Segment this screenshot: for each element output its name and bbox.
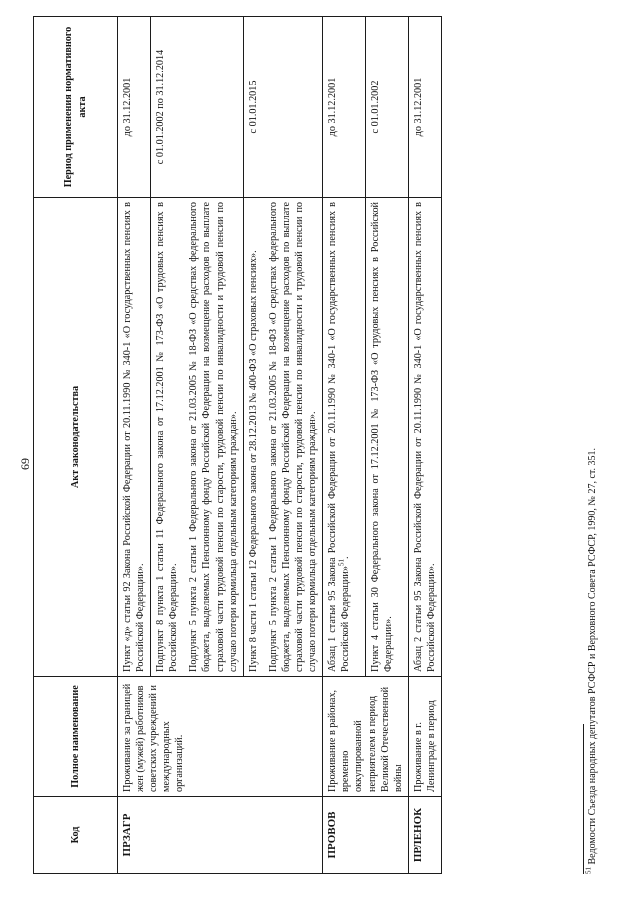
row-full-name: Проживание за границей жен (мужей) работников советских учреждений и международных организаций. [118,677,323,797]
header-row [34,17,118,874]
table-row [408,17,441,874]
table-row [118,17,151,874]
act-text: Пункт 4 статьи 30 Федерального закона от 17.12.2001 № 173-ФЗ «О трудовых пенсиях в Российской Федерации». [370,202,395,672]
act-text: Подпункт 5 пункта 2 статьи 1 Федерального закона от 21.03.2005 № 18-ФЗ «О средствах федерального бюджета, выделяемых Пенсионному фонду Российской Федерации на возмещение расходов по выплате страховой части трудовой пенсии по старости, трудовой пенсии по инвалидности и трудовой пенсии по случаю потери кормильца отдельным категориям граждан». [188,202,239,672]
row-code: ПРЛЕНОК [408,797,441,874]
footnote-text: Ведомости Съезда народных депутатов РСФСР и Верховного Совета РСФСР, 1990, № 27, ст. 351. [587,447,598,865]
footnote [584,447,598,874]
act-cell [366,198,409,677]
footnote-ref: 51 [337,559,346,567]
period-cell: с 01.01.2002 по 31.12.2014 [151,17,244,198]
header-full-name: Полное наименование [34,677,118,797]
act-text-body: Абзац 1 статьи 95 Закона Российской Федерации от 20.11.1990 № 340-1 «О государственных пенсиях в Российской Федерации» [327,202,352,672]
header-code: Код [34,797,118,874]
header-period: Период применения нормативного акта [34,17,118,198]
act-cell [323,198,366,677]
page-number: 69 [18,458,32,470]
act-cell [151,198,244,677]
act-text: Абзац 2 статьи 95 Закона Российской Федерации от 20.11.1990 № 340-1 «О государственных пенсиях в Российской Федерации». [412,202,437,672]
act-cell [118,198,151,677]
table-row [323,17,366,874]
act-text: Абзац 1 статьи 95 Закона Российской Федерации от 20.11.1990 № 340-1 «О государственных пенсиях в Российской Федерации»$^{51}$. [327,202,352,672]
period-cell: с 01.01.2002 [366,17,409,198]
header-act: Акт законодательства [34,198,118,677]
row-full-name: Проживание в районах, временно оккупированной неприятелем в период Великой Отечественной войны [323,677,409,797]
act-text: Подпункт 8 пункта 1 статьи 11 Федерального закона от 17.12.2001 № 173-ФЗ «О трудовых пенсиях в Российской Федерации». [155,202,180,672]
act-text: Подпункт 5 пункта 2 статьи 1 Федерального закона от 21.03.2005 № 18-ФЗ «О средствах федерального бюджета, выделяемых Пенсионному фонду Российской Федерации на возмещение расходов по выплате страховой части трудовой пенсии по старости, трудовой пенсии по инвалидности и трудовой пенсии по случаю потери кормильца отдельным категориям граждан». [267,202,319,672]
footnote-number: 51 [584,867,593,874]
act-text: Пункт 8 части 1 статьи 12 Федерального закона от 28.12.2013 № 400-ФЗ «О страховых пенсиях». [247,250,259,672]
act-cell [243,198,322,677]
row-full-name: Проживание в г. Ленинграде в период [408,677,441,797]
legislation-table [33,16,442,874]
period-cell: до 31.12.2001 [408,17,441,198]
act-text: Пункт «д» статьи 92 Закона Российской Федерации от 20.11.1990 № 340-1 «О государственных пенсиях в Российской Федерации». [122,202,147,672]
period-cell: до 31.12.2001 [323,17,366,198]
footnote-divider [583,724,584,874]
act-cell [408,198,441,677]
period-cell: до 31.12.2001 [118,17,151,198]
row-code: ПРОВОВ [323,797,409,874]
row-code: ПРЗАГР [118,797,323,874]
period-cell: с 01.01.2015 [243,17,322,198]
